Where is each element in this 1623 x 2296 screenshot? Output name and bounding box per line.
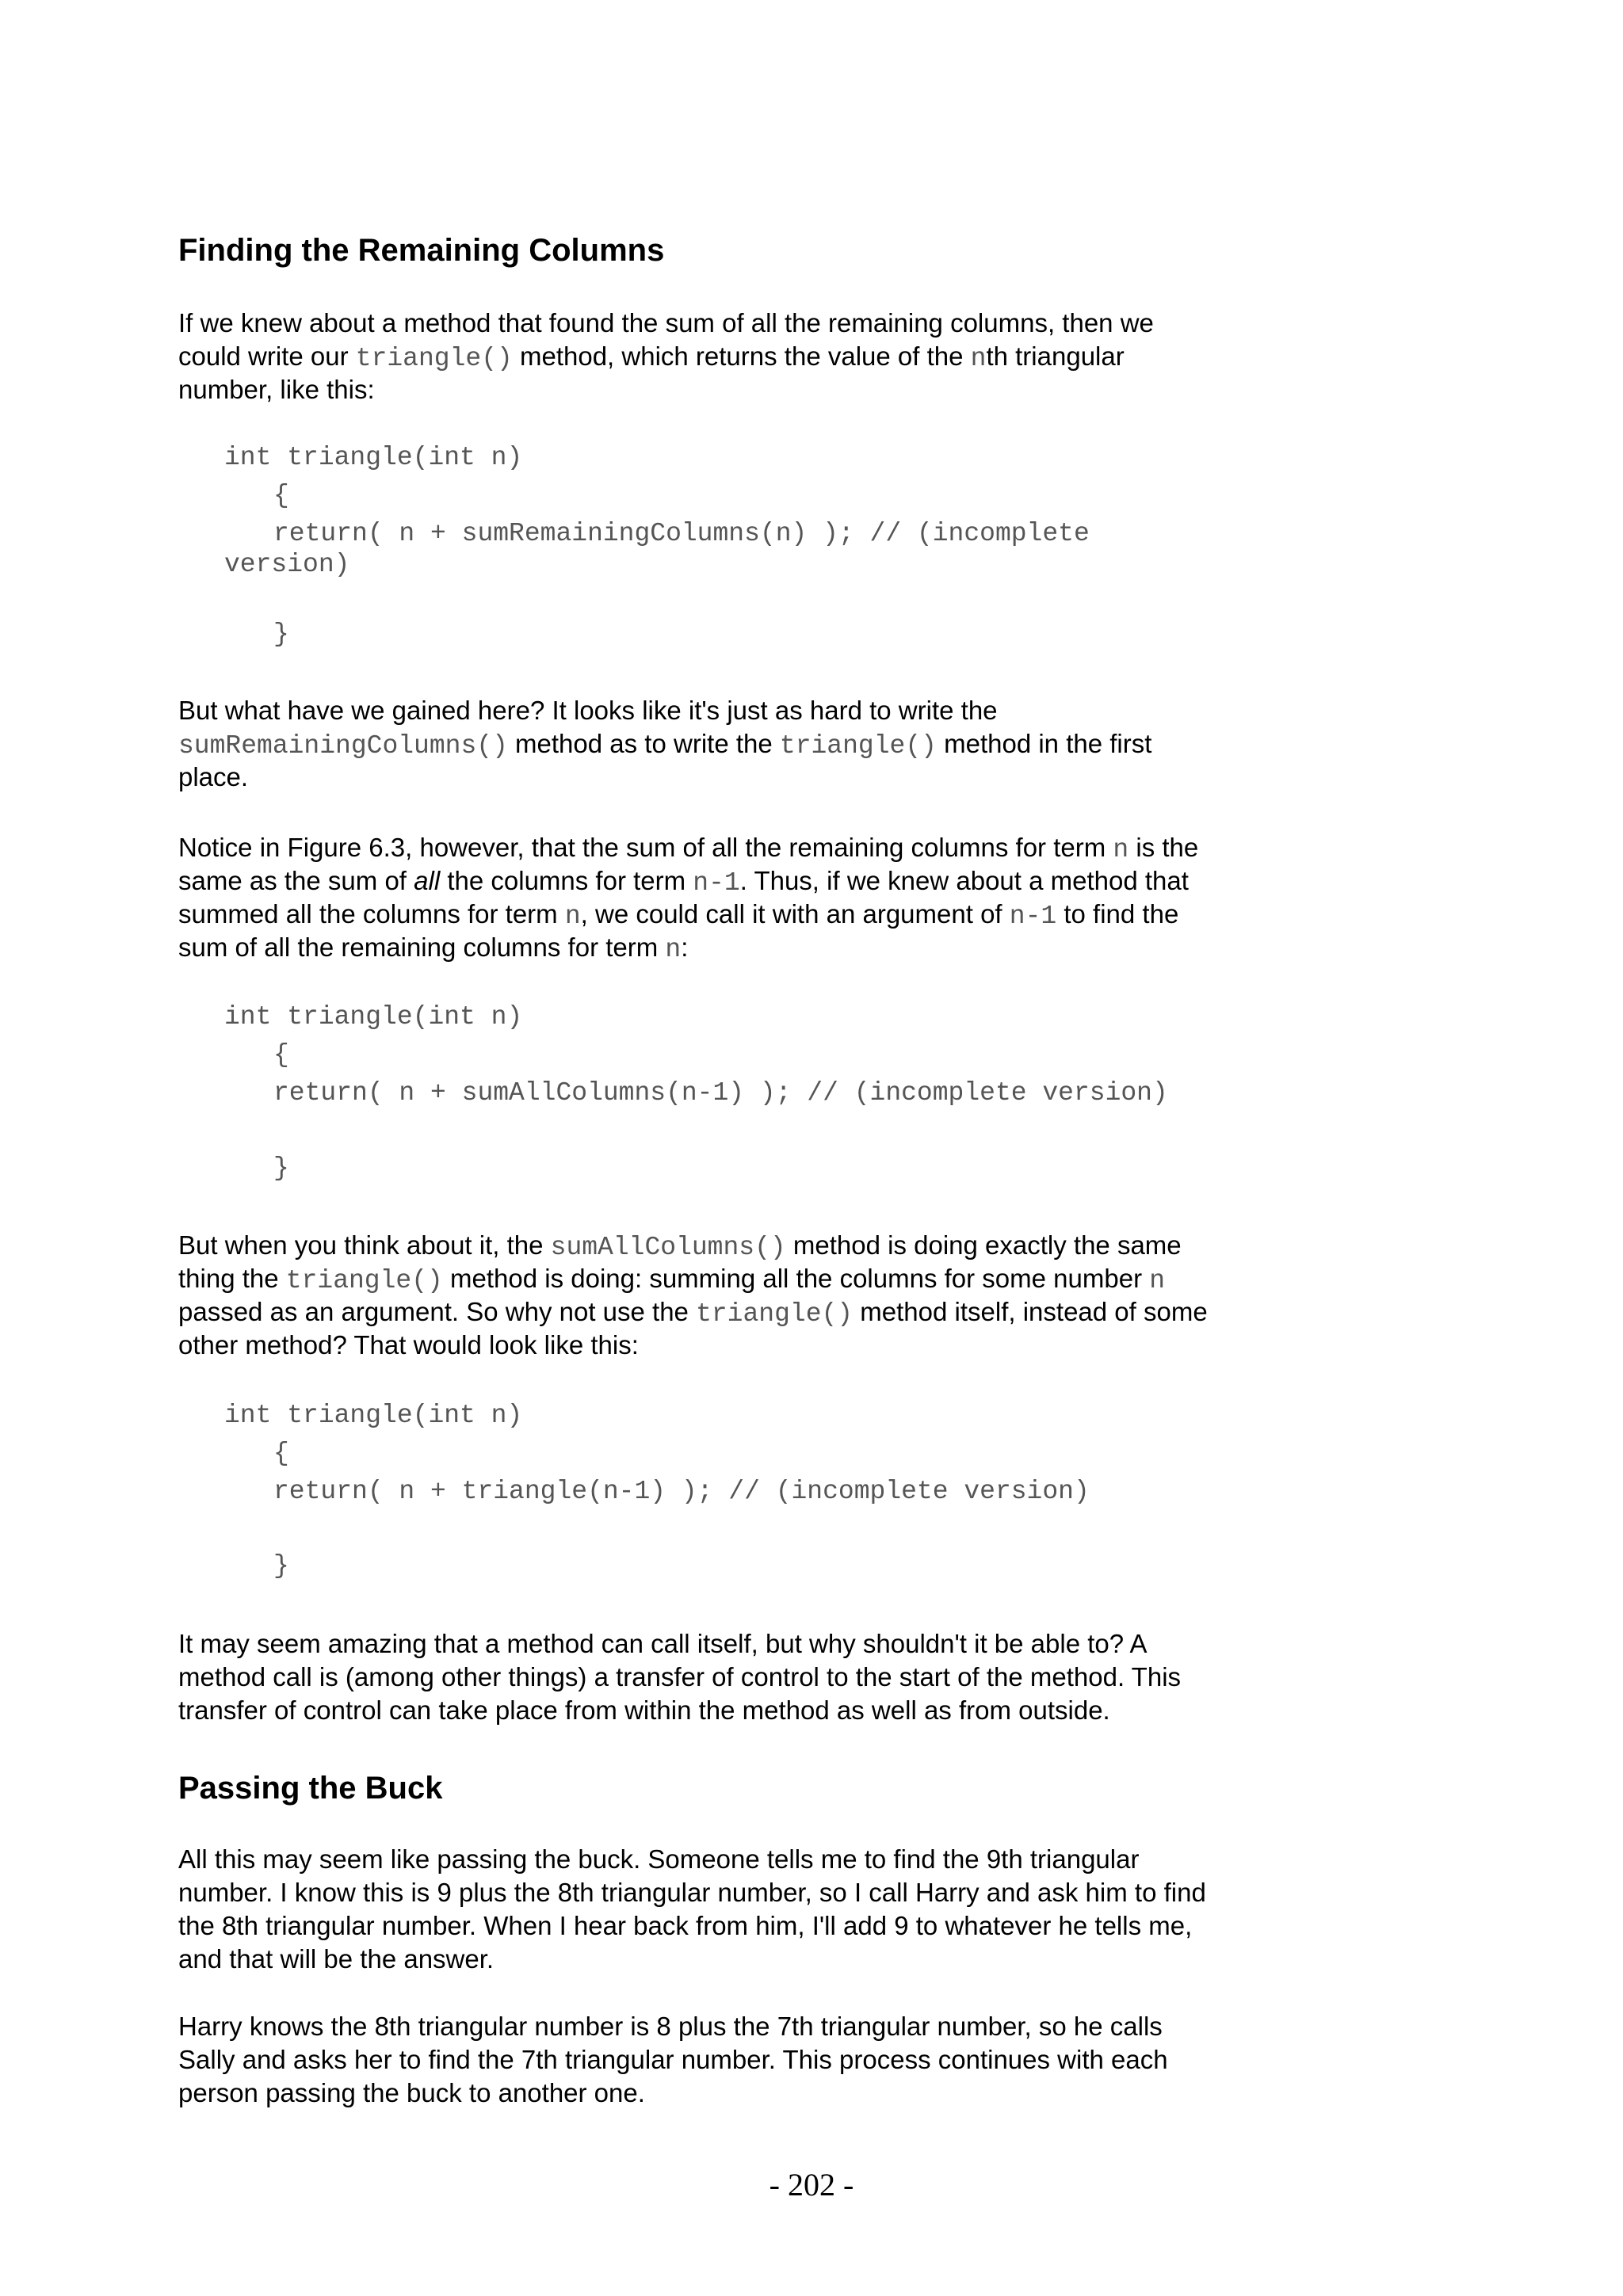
paragraph-line: summed all the columns for term n, we could call it with an argument of n-1 to find the: [178, 899, 1179, 931]
code-line: {: [273, 481, 289, 510]
paragraph-line: and that will be the answer.: [178, 1944, 495, 1974]
code-line: int triangle(int n): [224, 1002, 523, 1032]
inline-code: n-1: [693, 868, 740, 898]
section-heading-finding-remaining-columns: Finding the Remaining Columns: [178, 233, 665, 268]
code-line: int triangle(int n): [224, 1401, 523, 1430]
paragraph-line: method call is (among other things) a transfer of control to the start of the method. This: [178, 1662, 1182, 1691]
inline-code: triangle(): [779, 731, 937, 761]
paragraph-line: It may seem amazing that a method can call itself, but why shouldn't it be able to? A: [178, 1629, 1148, 1658]
code-line: return( n + sumRemainingColumns(n) ); // (incomplete: [273, 519, 1090, 548]
inline-code: n: [665, 935, 682, 964]
paragraph-line: sumRemainingColumns() method as to write the triangle() method in the first: [178, 729, 1152, 761]
code-line: }: [273, 1154, 289, 1183]
inline-code: n: [1149, 1266, 1166, 1295]
paragraph-line: passed as an argument. So why not use the triangle() method itself, instead of some: [178, 1297, 1208, 1329]
paragraph-line: same as the sum of all the columns for term n-1. Thus, if we knew about a method that: [178, 866, 1189, 898]
paragraph-line: All this may seem like passing the buck. Someone tells me to find the 9th triangular: [178, 1844, 1140, 1874]
paragraph-line: Notice in Figure 6.3, however, that the sum of all the remaining columns for term n is the: [178, 833, 1199, 864]
inline-code: sumRemainingColumns(): [178, 731, 508, 761]
paragraph-line: thing the triangle() method is doing: summing all the columns for some number n: [178, 1264, 1166, 1295]
page-number: - 202 -: [769, 2167, 854, 2203]
inline-code: n-1: [1009, 902, 1057, 931]
inline-code: triangle(): [285, 1266, 443, 1295]
inline-code: n: [1113, 835, 1129, 864]
code-line: {: [273, 1439, 289, 1468]
paragraph-line: sum of all the remaining columns for term n:: [178, 933, 689, 964]
section-heading-passing-the-buck: Passing the Buck: [178, 1771, 443, 1806]
paragraph-line: number. I know this is 9 plus the 8th triangular number, so I call Harry and ask him to find: [178, 1878, 1206, 1907]
emphasis-text: all: [414, 866, 441, 895]
code-line: }: [273, 1551, 289, 1581]
paragraph-line: other method? That would look like this:: [178, 1330, 639, 1360]
code-line: version): [224, 550, 350, 579]
inline-code: n: [970, 344, 987, 373]
code-line: return( n + sumAllColumns(n-1) ); // (incomplete version): [273, 1078, 1168, 1108]
paragraph-line: number, like this:: [178, 375, 375, 404]
inline-code: n: [564, 902, 581, 931]
code-line: {: [273, 1040, 289, 1070]
paragraph-line: But what have we gained here? It looks like it's just as hard to write the: [178, 696, 998, 725]
inline-code: triangle(): [696, 1299, 854, 1329]
paragraph-line: Harry knows the 8th triangular number is 8 plus the 7th triangular number, so he calls: [178, 2012, 1163, 2041]
code-line: }: [273, 620, 289, 649]
inline-code: sumAllColumns(): [550, 1233, 786, 1262]
paragraph-line: If we knew about a method that found the sum of all the remaining columns, then we: [178, 308, 1154, 338]
paragraph-line: But when you think about it, the sumAllColumns() method is doing exactly the same: [178, 1230, 1182, 1262]
paragraph-line: transfer of control can take place from within the method as well as from outside.: [178, 1695, 1110, 1725]
paragraph-line: Sally and asks her to find the 7th triangular number. This process continues with each: [178, 2045, 1168, 2074]
paragraph-line: could write our triangle() method, which returns the value of the nth triangular: [178, 341, 1125, 373]
paragraph-line: the 8th triangular number. When I hear back from him, I'll add 9 to whatever he tells me,: [178, 1911, 1193, 1940]
code-line: return( n + triangle(n-1) ); // (incomplete version): [273, 1477, 1090, 1506]
code-line: int triangle(int n): [224, 443, 523, 472]
paragraph-line: person passing the buck to another one.: [178, 2078, 645, 2107]
inline-code: triangle(): [355, 344, 513, 373]
paragraph-line: place.: [178, 762, 249, 791]
